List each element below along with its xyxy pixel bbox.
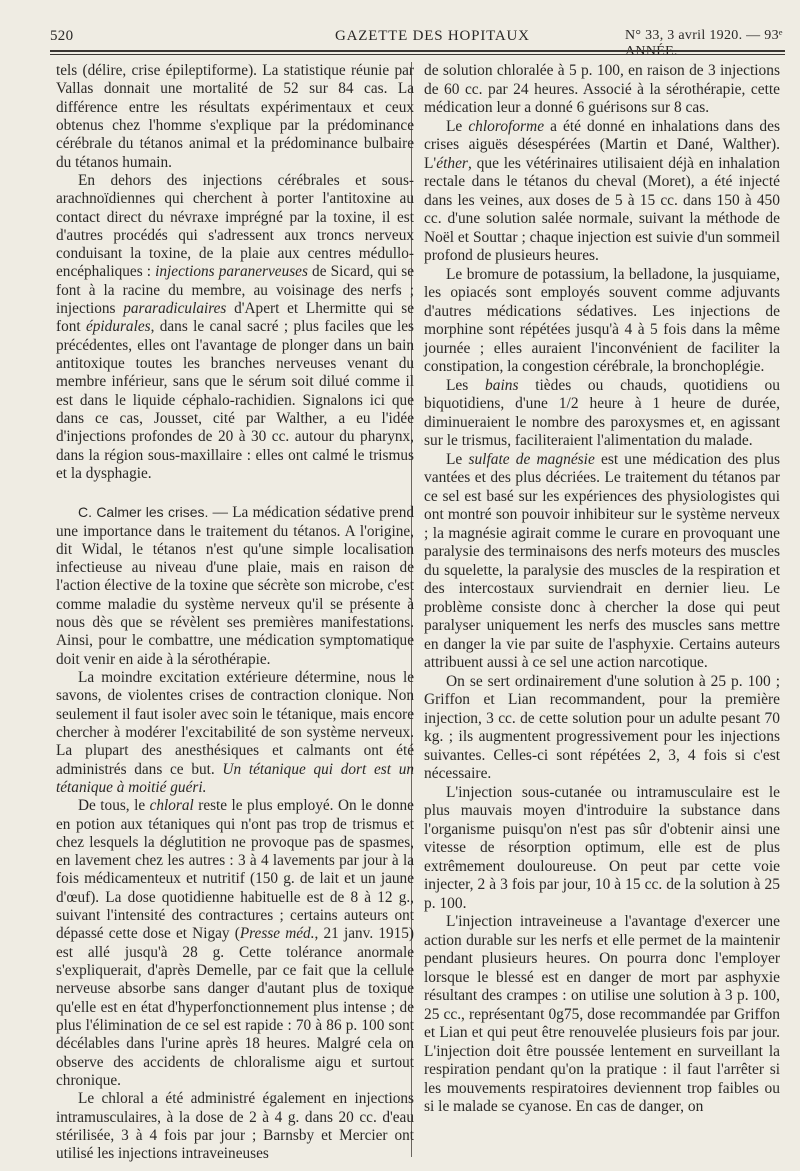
paragraph: La moindre excitation extérieure détermine, nous le savons, de violentes crises de contraction clonique. Non seulement il faut isoler avec soin le tétanique, mais encore chercher à modérer l'excitabilité de son système nerveux. La plupart des anesthésiques et calmants ont été administrés dans ce but. Un tétanique qui dort est un tétanique à moitié guéri.: [56, 669, 415, 796]
paragraph: Le sulfate de magnésie est une médication des plus vantées et des plus décriées. Le traitement du tétanos par ce sel est basé sur les expériences des physiologistes qui ont montré son pouvoir inhibiteur sur le système nerveux ; la magnésie agirait comme le curare en provoquant une paralysie des terminaisons des nerfs moteurs des muscles du squelette, la paralysie des muscles de la respiration et des intercostaux surviendrait en dernier lieu. Le problème consiste donc à chercher la dose qui peut paralyser uniquement les nerfs des muscles sans mettre en danger la vie par suite de l'asphyxie. Certains auteurs attribuent aussi à ce sel une action narcotique.: [424, 450, 780, 671]
section-heading: C. Calmer les crises.: [78, 504, 209, 521]
paragraph: tels (délire, crise épileptiforme). La statistique réunie par Vallas donnait une mortalité de 52 sur 84 cas. La différence entre les résultats expérimentaux et ceux obtenus chez l'homme s'explique par la prédominance cérébrale du tétanos animal et la prédominance bulbaire du tétanos humain.: [56, 62, 414, 171]
header-rule: [50, 50, 785, 52]
paragraph: de solution chloralée à 5 p. 100, en raison de 3 injections de 60 cc. par 24 heures. Associé à la sérothérapie, cette médication leur a donné 6 guérisons sur 8 cas.: [424, 62, 780, 116]
paragraph: Le bromure de potassium, la belladone, la jusquiame, les opiacés sont employés souvent comme adjuvants d'autres médications sédatives. Les injections de morphine sont répétées jusqu'à 4 à 5 fois dans la même journée ; elles auraient l'inconvénient de faciliter la constipation, la congestion cérébrale, la bronchoplégie.: [424, 265, 780, 375]
paragraph: Le chloroforme a été donné en inhalations dans des crises aiguës désespérées (Martin et Dané, Walther). L'éther, que les vétérinaires utilisaient déjà en inhalation rectale dans le tétanos du cheval (Moret), a été injecté dans les veines, aux doses de 5 à 15 cc. dans 150 à 450 cc. d'une solution salée normale, suivant la méthode de Noël et Souttar ; chaque injection est suivie d'un sommeil profond de plusieurs heures.: [424, 117, 780, 264]
issue-info: N° 33, 3 avril 1920. — 93ᵉ ANNÉE.: [625, 28, 783, 59]
paragraph: De tous, le chloral reste le plus employé. On le donne en potion aux tétaniques qui n'ont pas trop de trismus et chez lesquels la déglutition ne provoque pas de spasmes, en lavement chez les autres : 3 à 4 lavements par jour à la fois médicamenteux et nutritif (150 g. de lait et un jaune d'œuf). La dose quotidienne habituelle est de 8 à 12 g., suivant l'intensité des contractures ; certains auteurs ont dépassé cette dose et Nigay (Presse méd., 21 janv. 1915) est allé jusqu'à 28 g. Cette tolérance anormale s'expliquerait, d'après Demelle, par ce fait que la cellule nerveuse absorbe sans danger d'autant plus de toxique qu'elle est en état d'hyperfonctionnement plus intense ; de plus l'élimination de ce sel est rapide : 70 à 86 p. 100 sont décélables dans l'urine après 18 heures. Malgré cela on observe des accidents de chloralisme aigu et surtout chronique.: [56, 797, 415, 1089]
paragraph: On se sert ordinairement d'une solution à 25 p. 100 ; Griffon et Lian recommandent, pour la première injection, 3 cc. de cette solution pour un adulte pesant 70 kg. ; ils augmentent progressivement pour les injections suivantes. Celles-ci sont répétées 2, 3, 4 fois si c'est nécessaire.: [424, 672, 780, 782]
paragraph: En dehors des injections cérébrales et sous-arachnoïdiennes qui cherchent à porter l'antitoxine au contact direct du névraxe imprégné par la toxine, il est d'autres procédés qui s'adressent aux troncs nerveux conduisant la toxine, de la plaie aux centres médullo-encéphaliques : injections paranerveuses de Sicard, qui se font à la racine du membre, au voisinage des nerfs ; injections pararadiculaires d'Apert et Lhermitte qui se font épidurales, dans le canal sacré ; plus faciles que les précédentes, elles ont l'avantage de plonger dans un bain antitoxique toutes les branches nerveuses venant du membre inférieur, sans que le sérum soit dilué comme il est dans le liquide céphalo-rachidien. Signalons ici que dans ce cas, Jousset, cité par Walther, a eu l'idée d'injections profondes de 20 à 30 cc. autour du pharynx, dans la région sous-maxillaire : elles ont calmé le trismus et la dysphagie.: [56, 171, 415, 482]
section-paragraph: C. Calmer les crises. — La médication sédative prend une importance dans le traitement du tétanos. A l'origine, dit Widal, le tétanos n'est qu'une simple localisation infectieuse au niveau d'une plaie, mais en raison de l'action élective de la toxine que sécrète son microbe, c'est comme maladie du système nerveux qu'il se présente à nous dès que se révèlent ses premières manifestations. Ainsi, pour le combattre, une médication symptomatique doit venir en aide à la sérothérapie.: [56, 504, 414, 668]
left-column: [56, 62, 414, 1163]
header-rule-thin: [50, 54, 785, 55]
running-header: [50, 24, 785, 59]
right-column: [424, 62, 780, 1117]
paragraph: Le chloral a été administré également en injections intramusculaires, à la dose de 2 à 4 g. dans 20 cc. d'eau stérilisée, 3 à 4 fois par jour ; Barnsby et Mercier ont utilisé les injections intraveineuses: [56, 1090, 414, 1163]
paragraph: L'injection sous-cutanée ou intramusculaire est le plus mauvais moyen d'introduire la substance dans l'organisme puisqu'on n'est pas sûr d'obtenir ainsi une vitesse de résorption optimum, elle est de plus extrêmement douloureuse. On peut par cette voie injecter, 2 à 3 fois par jour, 10 à 15 cc. de la solution à 25 p. 100.: [424, 783, 780, 912]
paragraph: Les bains tièdes ou chauds, quotidiens ou biquotidiens, d'une 1/2 heure à 1 heure de durée, diminueraient le nombre des paroxysmes et, en agissant sur le trismus, faciliteraient l'alimentation du malade.: [424, 376, 780, 449]
page-number: 520: [50, 28, 74, 44]
journal-title: GAZETTE DES HOPITAUX: [335, 28, 530, 44]
paragraph: L'injection intraveineuse a l'avantage d'exercer une action durable sur les nerfs et elle permet de la maintenir pendant plusieurs heures. On pourra donc l'employer lorsque le blessé est en danger de mort par asphyxie résultant des crampes : on utilise une solution à 3 p. 100, 25 cc., représentant 0g75, dose recommandée par Griffon et Lian et qui peut être renouvelée plusieurs fois par jour. L'injection doit être poussée lentement en surveillant la respiration pendant qu'on la pratique : il faut l'arrêter si les mouvements respiratoires deviennent trop faibles ou si le malade se cyanose. En cas de danger, on: [424, 913, 780, 1115]
